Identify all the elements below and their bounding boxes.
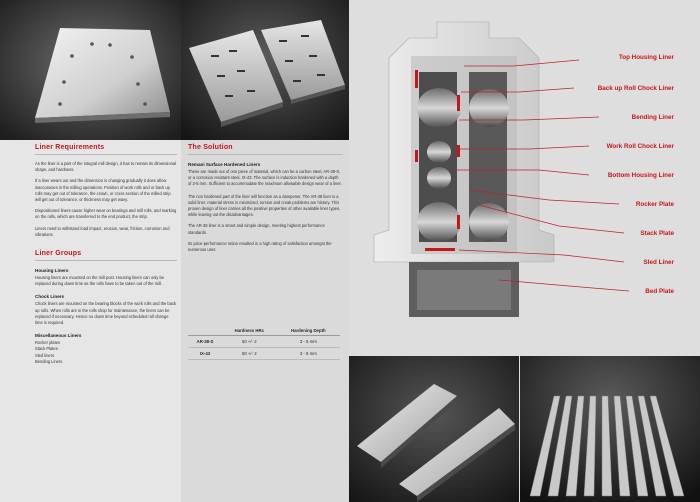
misc-item: Bending Liners bbox=[35, 358, 63, 364]
left-text-block bbox=[35, 144, 177, 365]
solution-paragraph-1: These are made out of one piece of material, which can be a carbon steel, AR-38-S, or a corrosion resistant steel, IX-43. The surface is induction hardened with a depth of 3-5 mm. Sufficient to accommodate the maximum allowable design wear of a liner. bbox=[188, 169, 342, 187]
solution-paragraph-2: The non hardened part of the liner will function as a dampener. The AR-38 liner is a solid liner, material stress is minimized, torsion and creak problems are history. This proven design of liner carries all the positive properties of other available liner types, while leaving out the disadvantages. bbox=[188, 193, 341, 218]
misc-item: Stack Plates bbox=[35, 346, 58, 352]
table-cell: 50 +/- 2 bbox=[222, 336, 277, 348]
requirements-paragraph-1: As the liner is a part of the integral mill design, it has to remain its dimensional shape, and hardness. bbox=[35, 161, 177, 173]
requirements-paragraph-4: Liners need to withstand load impact, erosion, wear, friction, corrosion and vibrations. bbox=[35, 225, 170, 237]
table-header-cell: Hardness HRc bbox=[222, 326, 277, 336]
liner-requirements-heading: Liner Requirements bbox=[35, 144, 105, 151]
divider bbox=[35, 154, 177, 155]
table-header-row bbox=[188, 326, 340, 336]
hardness-table bbox=[188, 326, 340, 360]
photo-liner-rows bbox=[520, 356, 700, 502]
housing-liners-text: Housing liners are mounted on the mill post. Housing liners can only be replaced during down time as the rolls have to be taken out of the mill. bbox=[35, 275, 165, 287]
misc-item: Sled liners bbox=[35, 352, 55, 358]
liner-groups-heading: Liner Groups bbox=[35, 250, 82, 258]
photo-two-plates bbox=[181, 0, 349, 140]
remani-heading: Remani Surface Hardened Liners bbox=[188, 162, 261, 167]
chock-liners-text: Chock liners are mounted on the bearing blocks of the work rolls and the back up rolls. When rolls are in the rolls shop for maintenance, the liners can be replaced if necessary. Hence no down time beyond scheduled roll change time is required. bbox=[35, 301, 177, 326]
photo-single-liner bbox=[0, 0, 181, 140]
photo-long-liners bbox=[349, 356, 519, 502]
solution-heading: The Solution bbox=[188, 144, 233, 151]
requirements-paragraph-3: Dispositioned liners cause higher wear on bearings and mill rolls, and marking on the rolls, which are transferred to the end product, the strip. bbox=[35, 208, 177, 220]
middle-text-block bbox=[188, 144, 343, 258]
table-row bbox=[188, 348, 340, 360]
solution-paragraph-4: Its price-performance ration resulted in a high rating of satisfaction amongst the numerous user. bbox=[188, 240, 332, 253]
table-header-cell bbox=[188, 326, 222, 336]
callout-rocker-plate: Rocker Plate bbox=[635, 201, 674, 208]
callout-back-up-roll-chock-liner: Back up Roll Chock Liner bbox=[597, 85, 674, 92]
table-cell: 3 - 5 mm bbox=[277, 336, 340, 348]
table-cell: 3 - 5 mm bbox=[277, 348, 340, 360]
divider bbox=[35, 260, 177, 261]
requirements-paragraph-2: If a liner wears out and the dimension is changing gradually it does allow inaccuracies in the milling operations. Position of work rolls and or back up rolls may get out of tolerance, the crown, or cross section of the milled strip will get out of tolerance, or thickness may get wavy. bbox=[35, 178, 171, 203]
callout-bed-plate: Bed Plate bbox=[645, 288, 674, 295]
solution-paragraph-3: The AR-38 liner is a smart and simple design, meeting highest performance standards. bbox=[188, 223, 325, 235]
table-cell: 50 +/- 2 bbox=[222, 348, 277, 360]
callout-sled-liner: Sled Liner bbox=[643, 259, 674, 266]
table-cell: IX-43 bbox=[188, 348, 222, 360]
callout-work-roll-chock-liner: Work Roll Chock Liner bbox=[606, 143, 674, 150]
misc-item: Rocker plates bbox=[35, 340, 61, 346]
table-cell: AR-38-S bbox=[188, 336, 222, 348]
callout-stack-plate: Stack Plate bbox=[640, 230, 674, 237]
misc-liners-heading: Miscellaneous Liners bbox=[35, 333, 82, 339]
housing-liners-heading: Housing Liners bbox=[35, 268, 69, 274]
chock-liners-heading: Chock Liners bbox=[35, 294, 65, 300]
callout-bottom-housing-liner: Bottom Housing Liner bbox=[607, 172, 674, 179]
callout-bending-liner: Bending Liner bbox=[631, 114, 674, 121]
divider bbox=[188, 154, 343, 155]
table-row bbox=[188, 336, 340, 348]
callout-top-housing-liner: Top Housing Liner bbox=[618, 54, 674, 61]
table-header-cell: Hardening Depth bbox=[277, 326, 340, 336]
